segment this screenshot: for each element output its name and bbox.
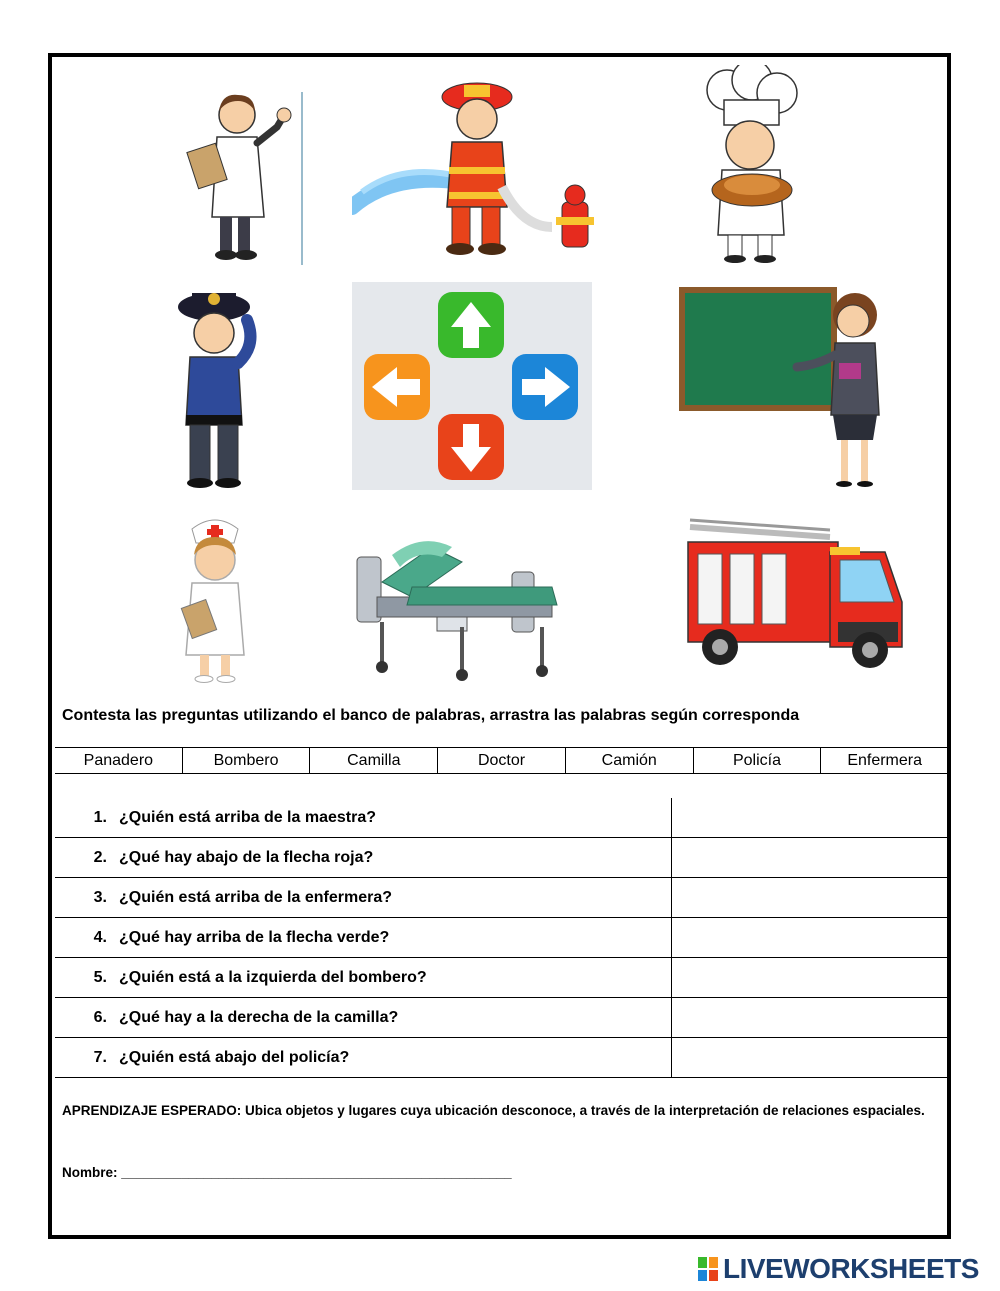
answer-cell <box>672 798 948 837</box>
answer-drop-zone[interactable] <box>672 1038 948 1077</box>
word-panadero[interactable]: Panadero <box>55 748 183 773</box>
answer-cell <box>672 998 948 1037</box>
police-officer-illustration <box>172 285 267 490</box>
liveworksheets-logo-icon <box>697 1256 719 1282</box>
word-policia[interactable]: Policía <box>694 748 822 773</box>
question-number: 7. <box>93 1048 107 1066</box>
word-enfermera[interactable]: Enfermera <box>847 751 923 769</box>
nurse-illustration <box>170 515 260 685</box>
word-bombero[interactable]: Bombero <box>183 748 311 773</box>
expected-learning-text: APRENDIZAJE ESPERADO: Ubica objetos y lugares cuya ubicación desconoce, a través de la interpretación de relaciones espaciales. <box>62 1103 925 1118</box>
question-row <box>55 798 948 838</box>
question-number: 2. <box>93 848 107 866</box>
question-number: 1. <box>93 808 107 826</box>
worksheet <box>48 53 951 1239</box>
answer-drop-zone[interactable] <box>672 998 948 1037</box>
teacher-illustration <box>677 285 887 490</box>
question-text: ¿Quién está a la izquierda del bombero? <box>119 968 427 986</box>
answer-drop-zone[interactable] <box>672 878 948 917</box>
fire-truck-illustration <box>680 512 910 682</box>
answer-drop-zone[interactable] <box>672 798 948 837</box>
answer-cell <box>672 838 948 877</box>
question-row <box>55 998 948 1038</box>
question-text: ¿Qué hay a la derecha de la camilla? <box>119 1008 399 1026</box>
liveworksheets-brand <box>697 1253 979 1285</box>
answer-drop-zone[interactable] <box>672 838 948 877</box>
questions-table <box>55 798 948 1078</box>
question-row <box>55 918 948 958</box>
answer-cell <box>672 1038 948 1077</box>
question-text: ¿Qué hay abajo de la flecha roja? <box>119 848 374 866</box>
question-number: 3. <box>93 888 107 906</box>
answer-cell <box>672 958 948 997</box>
question-number: 5. <box>93 968 107 986</box>
doctor-illustration <box>182 87 317 267</box>
question-text: ¿Quién está arriba de la maestra? <box>119 808 376 826</box>
direction-arrows-illustration <box>352 282 592 490</box>
answer-cell <box>672 878 948 917</box>
chef-baker-illustration <box>692 65 807 265</box>
word-bank <box>55 747 948 774</box>
question-text: ¿Quién está abajo del policía? <box>119 1048 350 1066</box>
word-camilla[interactable]: Camilla <box>310 748 438 773</box>
hospital-bed-illustration <box>352 527 577 682</box>
answer-cell <box>672 918 948 957</box>
answer-drop-zone[interactable] <box>672 958 948 997</box>
brand-name: LIVEWORKSHEETS <box>723 1253 979 1284</box>
question-text: ¿Quién está arriba de la enfermera? <box>119 888 392 906</box>
question-text: ¿Qué hay arriba de la flecha verde? <box>119 928 390 946</box>
answer-drop-zone[interactable] <box>672 918 948 957</box>
name-field-label: Nombre: ____________________________________________________ <box>62 1165 512 1180</box>
word-doctor[interactable]: Doctor <box>438 748 566 773</box>
instruction-text: Contesta las preguntas utilizando el banco de palabras, arrastra las palabras según corresponda <box>62 707 800 724</box>
question-row <box>55 878 948 918</box>
question-row <box>55 1038 948 1078</box>
question-number: 6. <box>93 1008 107 1026</box>
word-camion[interactable]: Camión <box>566 748 694 773</box>
question-row <box>55 958 948 998</box>
question-row <box>55 838 948 878</box>
question-number: 4. <box>93 928 107 946</box>
firefighter-illustration <box>352 77 602 262</box>
